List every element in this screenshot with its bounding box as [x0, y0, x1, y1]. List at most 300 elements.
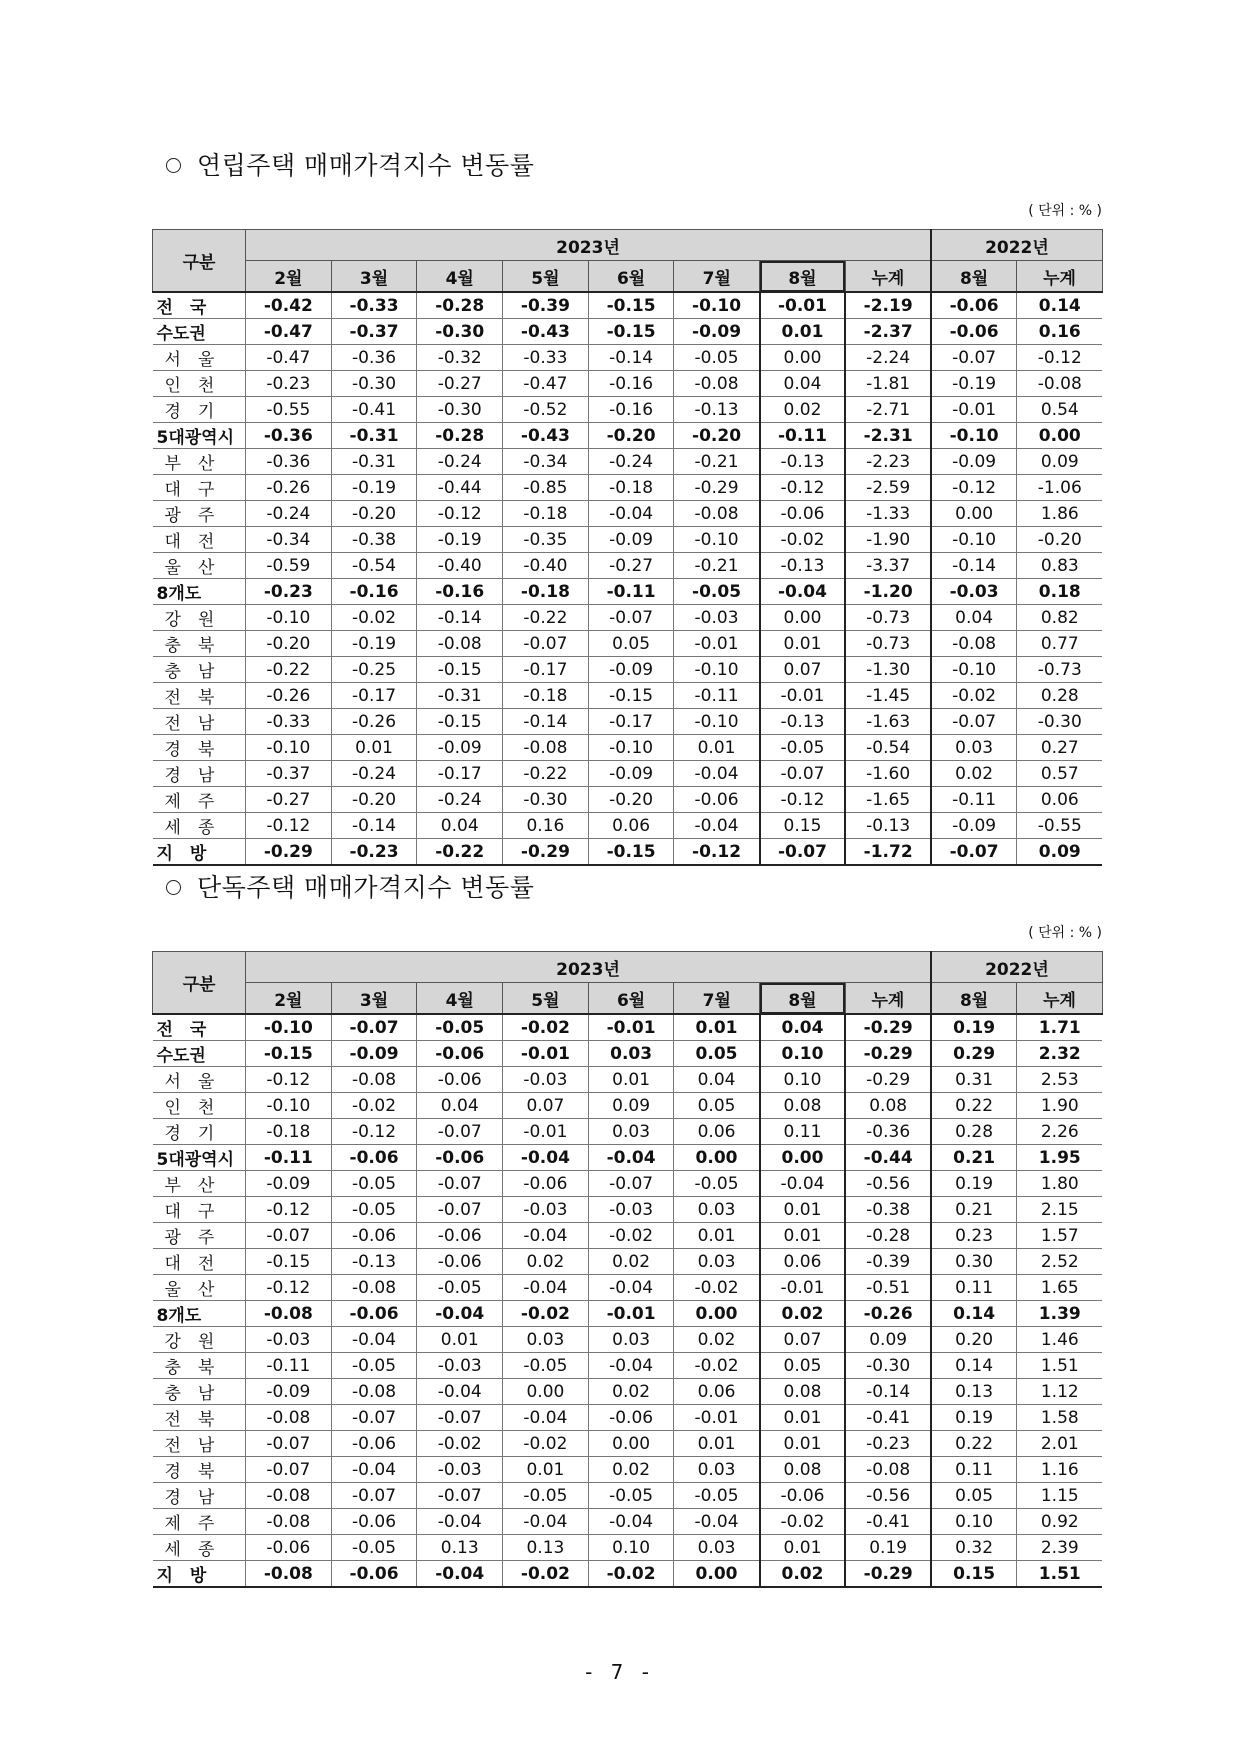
region-label: 전 국	[153, 292, 246, 319]
value-cell: -0.16	[417, 579, 503, 605]
region-label: 전 북	[153, 1405, 246, 1431]
value-cell: -0.29	[845, 1561, 931, 1588]
value-cell: 0.01	[760, 1431, 846, 1457]
value-cell: -0.06	[931, 319, 1017, 345]
table-row	[153, 1249, 1103, 1275]
table-row	[153, 1171, 1103, 1197]
value-cell: -0.13	[760, 709, 846, 735]
header-month: 8월	[760, 983, 846, 1015]
value-cell: -0.26	[246, 683, 332, 709]
value-cell: -0.09	[674, 319, 760, 345]
header-month: 3월	[331, 261, 417, 293]
value-cell: 1.16	[1017, 1457, 1103, 1483]
table-row	[153, 423, 1103, 449]
value-cell: -1.90	[845, 527, 931, 553]
value-cell: -0.28	[417, 423, 503, 449]
table-row	[153, 319, 1103, 345]
value-cell: -0.04	[331, 1457, 417, 1483]
value-cell: -0.10	[246, 735, 332, 761]
value-cell: 0.01	[674, 1014, 760, 1041]
value-cell: 1.65	[1017, 1275, 1103, 1301]
value-cell: 0.02	[588, 1457, 674, 1483]
value-cell: -0.15	[588, 839, 674, 866]
value-cell: 0.14	[931, 1353, 1017, 1379]
table-row	[153, 527, 1103, 553]
value-cell: -0.54	[331, 553, 417, 579]
region-label: 제 주	[153, 787, 246, 813]
value-cell: -0.02	[331, 605, 417, 631]
value-cell: 1.90	[1017, 1093, 1103, 1119]
value-cell: -0.19	[417, 527, 503, 553]
value-cell: -0.12	[760, 787, 846, 813]
header-month: 4월	[417, 983, 503, 1015]
value-cell: -0.09	[931, 813, 1017, 839]
value-cell: 0.01	[760, 631, 846, 657]
value-cell: 0.05	[588, 631, 674, 657]
value-cell: -0.55	[1017, 813, 1103, 839]
value-cell: -0.20	[331, 501, 417, 527]
value-cell: -2.24	[845, 345, 931, 371]
value-cell: -0.15	[588, 319, 674, 345]
region-label: 지 방	[153, 839, 246, 866]
value-cell: -0.30	[845, 1353, 931, 1379]
value-cell: -0.01	[503, 1041, 589, 1067]
region-label: 경 북	[153, 1457, 246, 1483]
value-cell: -0.12	[931, 475, 1017, 501]
value-cell: 0.07	[760, 657, 846, 683]
value-cell: 0.02	[503, 1249, 589, 1275]
value-cell: -0.01	[931, 397, 1017, 423]
table-row	[153, 553, 1103, 579]
header-month: 7월	[674, 261, 760, 293]
value-cell: -0.09	[331, 1041, 417, 1067]
table-row	[153, 813, 1103, 839]
region-label: 충 남	[153, 657, 246, 683]
value-cell: 0.16	[503, 813, 589, 839]
value-cell: -0.07	[246, 1457, 332, 1483]
value-cell: -0.19	[931, 371, 1017, 397]
value-cell: 0.08	[760, 1457, 846, 1483]
value-cell: -0.20	[588, 423, 674, 449]
value-cell: -0.17	[503, 657, 589, 683]
value-cell: 0.01	[588, 1067, 674, 1093]
value-cell: -0.26	[331, 709, 417, 735]
value-cell: -1.60	[845, 761, 931, 787]
value-cell: -0.01	[760, 292, 846, 319]
value-cell: -0.07	[417, 1483, 503, 1509]
table-row	[153, 1327, 1103, 1353]
value-cell: -0.07	[417, 1197, 503, 1223]
table-row	[153, 1197, 1103, 1223]
value-cell: -0.01	[588, 1014, 674, 1041]
value-cell: -0.04	[760, 1171, 846, 1197]
value-cell: 0.19	[931, 1014, 1017, 1041]
value-cell: 0.05	[931, 1483, 1017, 1509]
value-cell: -0.06	[331, 1431, 417, 1457]
region-label: 8개도	[153, 579, 246, 605]
region-label: 세 종	[153, 813, 246, 839]
value-cell: -0.05	[331, 1171, 417, 1197]
value-cell: 1.15	[1017, 1483, 1103, 1509]
table-row	[153, 1041, 1103, 1067]
value-cell: 0.06	[588, 813, 674, 839]
page-number: - 7 -	[585, 1660, 655, 1684]
table-row	[153, 1301, 1103, 1327]
region-label: 인 천	[153, 371, 246, 397]
value-cell: -0.47	[503, 371, 589, 397]
value-cell: -0.18	[588, 475, 674, 501]
value-cell: 0.14	[1017, 292, 1103, 319]
value-cell: 0.07	[760, 1327, 846, 1353]
region-label: 울 산	[153, 553, 246, 579]
value-cell: -0.07	[417, 1405, 503, 1431]
value-cell: -0.08	[503, 735, 589, 761]
value-cell: -0.40	[417, 553, 503, 579]
value-cell: -0.02	[503, 1431, 589, 1457]
value-cell: -0.05	[503, 1353, 589, 1379]
value-cell: -0.05	[674, 579, 760, 605]
value-cell: -0.10	[246, 605, 332, 631]
value-cell: -0.28	[417, 292, 503, 319]
value-cell: -0.04	[417, 1561, 503, 1588]
value-cell: 0.02	[674, 1327, 760, 1353]
price-index-table	[152, 229, 1103, 866]
value-cell: 0.04	[931, 605, 1017, 631]
region-label: 광 주	[153, 501, 246, 527]
value-cell: -0.29	[674, 475, 760, 501]
value-cell: -0.03	[417, 1457, 503, 1483]
value-cell: 1.86	[1017, 501, 1103, 527]
value-cell: -0.30	[503, 787, 589, 813]
value-cell: -0.41	[845, 1405, 931, 1431]
value-cell: -0.59	[246, 553, 332, 579]
table-row	[153, 1457, 1103, 1483]
value-cell: -0.30	[417, 319, 503, 345]
value-cell: -0.03	[503, 1197, 589, 1223]
value-cell: -0.01	[503, 1119, 589, 1145]
value-cell: -0.39	[845, 1249, 931, 1275]
value-cell: -0.04	[588, 501, 674, 527]
value-cell: 0.09	[1017, 839, 1103, 866]
value-cell: -0.04	[674, 1509, 760, 1535]
value-cell: 0.16	[1017, 319, 1103, 345]
section-title-text: 연립주택 매매가격지수 변동률	[197, 151, 535, 180]
value-cell: -0.14	[503, 709, 589, 735]
region-label: 대 구	[153, 1197, 246, 1223]
region-label: 경 기	[153, 1119, 246, 1145]
header-month: 누계	[845, 261, 931, 293]
value-cell: -0.14	[417, 605, 503, 631]
region-label: 5대광역시	[153, 423, 246, 449]
value-cell: -0.34	[503, 449, 589, 475]
value-cell: -0.05	[331, 1353, 417, 1379]
value-cell: 0.83	[1017, 553, 1103, 579]
value-cell: 0.22	[931, 1093, 1017, 1119]
value-cell: 2.26	[1017, 1119, 1103, 1145]
region-label: 서 울	[153, 1067, 246, 1093]
region-label: 대 구	[153, 475, 246, 501]
value-cell: 0.08	[760, 1379, 846, 1405]
value-cell: -0.07	[931, 345, 1017, 371]
value-cell: 0.11	[760, 1119, 846, 1145]
region-label: 강 원	[153, 1327, 246, 1353]
value-cell: 0.01	[674, 1223, 760, 1249]
table-row	[153, 1014, 1103, 1041]
header-gubun: 구분	[153, 230, 246, 293]
value-cell: -0.02	[588, 1223, 674, 1249]
table-row	[153, 735, 1103, 761]
value-cell: -0.08	[417, 631, 503, 657]
value-cell: -0.02	[931, 683, 1017, 709]
value-cell: -0.08	[246, 1561, 332, 1588]
header-prev-col: 누계	[1017, 983, 1103, 1015]
table-row	[153, 657, 1103, 683]
value-cell: 0.08	[845, 1093, 931, 1119]
table-row	[153, 475, 1103, 501]
value-cell: -0.22	[503, 761, 589, 787]
value-cell: 0.03	[588, 1119, 674, 1145]
value-cell: -0.09	[931, 449, 1017, 475]
value-cell: -0.03	[588, 1197, 674, 1223]
header-month: 6월	[588, 261, 674, 293]
value-cell: 0.14	[931, 1301, 1017, 1327]
region-label: 전 북	[153, 683, 246, 709]
value-cell: -0.39	[503, 292, 589, 319]
value-cell: -0.16	[588, 371, 674, 397]
value-cell: -0.02	[674, 1353, 760, 1379]
header-year-main: 2023년	[246, 952, 932, 983]
table-row	[153, 1561, 1103, 1588]
value-cell: -0.06	[331, 1509, 417, 1535]
table-row	[153, 631, 1103, 657]
value-cell: -0.02	[760, 1509, 846, 1535]
value-cell: -0.04	[588, 1145, 674, 1171]
value-cell: 0.06	[674, 1379, 760, 1405]
value-cell: -0.02	[503, 1561, 589, 1588]
value-cell: -0.02	[503, 1014, 589, 1041]
value-cell: -0.19	[331, 475, 417, 501]
value-cell: 0.06	[674, 1119, 760, 1145]
value-cell: 0.03	[674, 1535, 760, 1561]
value-cell: 0.23	[931, 1223, 1017, 1249]
value-cell: -0.27	[417, 371, 503, 397]
value-cell: -0.09	[588, 527, 674, 553]
value-cell: -0.06	[331, 1145, 417, 1171]
value-cell: 0.07	[503, 1093, 589, 1119]
value-cell: -0.56	[845, 1171, 931, 1197]
value-cell: 0.01	[674, 1431, 760, 1457]
value-cell: -0.04	[503, 1275, 589, 1301]
value-cell: -0.04	[760, 579, 846, 605]
value-cell: -0.03	[503, 1067, 589, 1093]
value-cell: -0.42	[246, 292, 332, 319]
value-cell: -0.06	[931, 292, 1017, 319]
value-cell: -0.04	[503, 1223, 589, 1249]
value-cell: -0.47	[246, 345, 332, 371]
value-cell: -0.85	[503, 475, 589, 501]
value-cell: -0.12	[1017, 345, 1103, 371]
value-cell: -0.24	[331, 761, 417, 787]
value-cell: -0.08	[246, 1509, 332, 1535]
header-prev-col: 누계	[1017, 261, 1103, 293]
value-cell: 0.02	[760, 1561, 846, 1588]
value-cell: -0.02	[674, 1275, 760, 1301]
value-cell: -0.29	[845, 1041, 931, 1067]
value-cell: 0.01	[331, 735, 417, 761]
value-cell: -0.07	[331, 1405, 417, 1431]
value-cell: -0.09	[246, 1171, 332, 1197]
value-cell: 0.03	[588, 1327, 674, 1353]
value-cell: -1.30	[845, 657, 931, 683]
value-cell: 0.21	[931, 1145, 1017, 1171]
value-cell: 0.13	[931, 1379, 1017, 1405]
table-row	[153, 761, 1103, 787]
value-cell: 0.01	[760, 319, 846, 345]
value-cell: -0.08	[845, 1457, 931, 1483]
value-cell: -0.15	[417, 657, 503, 683]
region-label: 인 천	[153, 1093, 246, 1119]
region-label: 전 남	[153, 1431, 246, 1457]
value-cell: 0.00	[760, 605, 846, 631]
value-cell: -0.14	[931, 553, 1017, 579]
value-cell: -0.07	[588, 605, 674, 631]
value-cell: -0.38	[331, 527, 417, 553]
value-cell: 0.05	[674, 1041, 760, 1067]
value-cell: -0.15	[246, 1249, 332, 1275]
value-cell: -2.59	[845, 475, 931, 501]
value-cell: 0.01	[760, 1223, 846, 1249]
value-cell: 0.92	[1017, 1509, 1103, 1535]
header-prev-col: 8월	[931, 983, 1017, 1015]
value-cell: 0.03	[931, 735, 1017, 761]
value-cell: 0.04	[760, 1014, 846, 1041]
value-cell: -0.24	[417, 449, 503, 475]
value-cell: 0.03	[674, 1197, 760, 1223]
value-cell: -0.23	[246, 371, 332, 397]
value-cell: -0.33	[331, 292, 417, 319]
table-row	[153, 292, 1103, 319]
value-cell: -0.07	[931, 839, 1017, 866]
value-cell: 0.11	[931, 1275, 1017, 1301]
value-cell: -0.38	[845, 1197, 931, 1223]
value-cell: -0.29	[845, 1067, 931, 1093]
value-cell: -0.54	[845, 735, 931, 761]
value-cell: -0.07	[246, 1431, 332, 1457]
value-cell: -0.12	[246, 1275, 332, 1301]
value-cell: -2.37	[845, 319, 931, 345]
value-cell: -0.15	[246, 1041, 332, 1067]
section-title-2	[166, 868, 534, 904]
value-cell: -1.81	[845, 371, 931, 397]
value-cell: 0.09	[845, 1327, 931, 1353]
value-cell: -0.20	[1017, 527, 1103, 553]
value-cell: 0.00	[674, 1301, 760, 1327]
value-cell: -0.36	[246, 423, 332, 449]
value-cell: -0.47	[246, 319, 332, 345]
value-cell: -0.13	[845, 813, 931, 839]
value-cell: -0.37	[331, 319, 417, 345]
value-cell: -0.02	[588, 1561, 674, 1588]
value-cell: -1.63	[845, 709, 931, 735]
value-cell: 1.51	[1017, 1353, 1103, 1379]
value-cell: -0.30	[417, 397, 503, 423]
value-cell: -0.06	[417, 1067, 503, 1093]
value-cell: -0.17	[588, 709, 674, 735]
unit-label: ( 단위 : % )	[1028, 203, 1102, 219]
value-cell: 0.03	[503, 1327, 589, 1353]
table-row	[153, 1119, 1103, 1145]
value-cell: -0.04	[331, 1327, 417, 1353]
value-cell: 0.20	[931, 1327, 1017, 1353]
value-cell: -0.41	[331, 397, 417, 423]
value-cell: -0.18	[503, 501, 589, 527]
value-cell: -0.41	[845, 1509, 931, 1535]
table-row	[153, 1223, 1103, 1249]
header-prev-col: 8월	[931, 261, 1017, 293]
value-cell: -0.10	[674, 292, 760, 319]
value-cell: 0.57	[1017, 761, 1103, 787]
value-cell: 0.21	[931, 1197, 1017, 1223]
value-cell: -0.13	[760, 449, 846, 475]
value-cell: -2.19	[845, 292, 931, 319]
value-cell: 0.01	[760, 1197, 846, 1223]
value-cell: -0.12	[331, 1119, 417, 1145]
value-cell: 0.04	[417, 1093, 503, 1119]
value-cell: 0.29	[931, 1041, 1017, 1067]
header-month: 6월	[588, 983, 674, 1015]
value-cell: 0.19	[931, 1171, 1017, 1197]
value-cell: -0.07	[331, 1483, 417, 1509]
region-label: 5대광역시	[153, 1145, 246, 1171]
value-cell: -0.11	[246, 1145, 332, 1171]
value-cell: -0.31	[331, 423, 417, 449]
value-cell: -0.10	[246, 1014, 332, 1041]
value-cell: 0.22	[931, 1431, 1017, 1457]
value-cell: -0.07	[331, 1014, 417, 1041]
value-cell: -0.06	[760, 1483, 846, 1509]
value-cell: -1.06	[1017, 475, 1103, 501]
region-label: 광 주	[153, 1223, 246, 1249]
value-cell: 0.01	[760, 1405, 846, 1431]
value-cell: -0.20	[331, 787, 417, 813]
value-cell: -1.72	[845, 839, 931, 866]
value-cell: -0.10	[674, 657, 760, 683]
value-cell: -0.01	[760, 1275, 846, 1301]
value-cell: -0.43	[503, 319, 589, 345]
value-cell: -0.08	[246, 1301, 332, 1327]
value-cell: -0.33	[246, 709, 332, 735]
value-cell: -0.22	[503, 605, 589, 631]
value-cell: 0.03	[674, 1457, 760, 1483]
value-cell: -0.02	[417, 1431, 503, 1457]
value-cell: -0.52	[503, 397, 589, 423]
value-cell: -0.12	[246, 1197, 332, 1223]
value-cell: 0.05	[760, 1353, 846, 1379]
value-cell: -0.06	[331, 1301, 417, 1327]
value-cell: 1.12	[1017, 1379, 1103, 1405]
region-label: 제 주	[153, 1509, 246, 1535]
value-cell: 0.06	[760, 1249, 846, 1275]
value-cell: -0.11	[588, 579, 674, 605]
value-cell: -0.19	[331, 631, 417, 657]
value-cell: -2.23	[845, 449, 931, 475]
region-label: 경 북	[153, 735, 246, 761]
value-cell: -0.05	[331, 1197, 417, 1223]
value-cell: -0.10	[931, 657, 1017, 683]
header-month: 2월	[246, 261, 332, 293]
value-cell: -0.22	[417, 839, 503, 866]
value-cell: 0.08	[760, 1093, 846, 1119]
